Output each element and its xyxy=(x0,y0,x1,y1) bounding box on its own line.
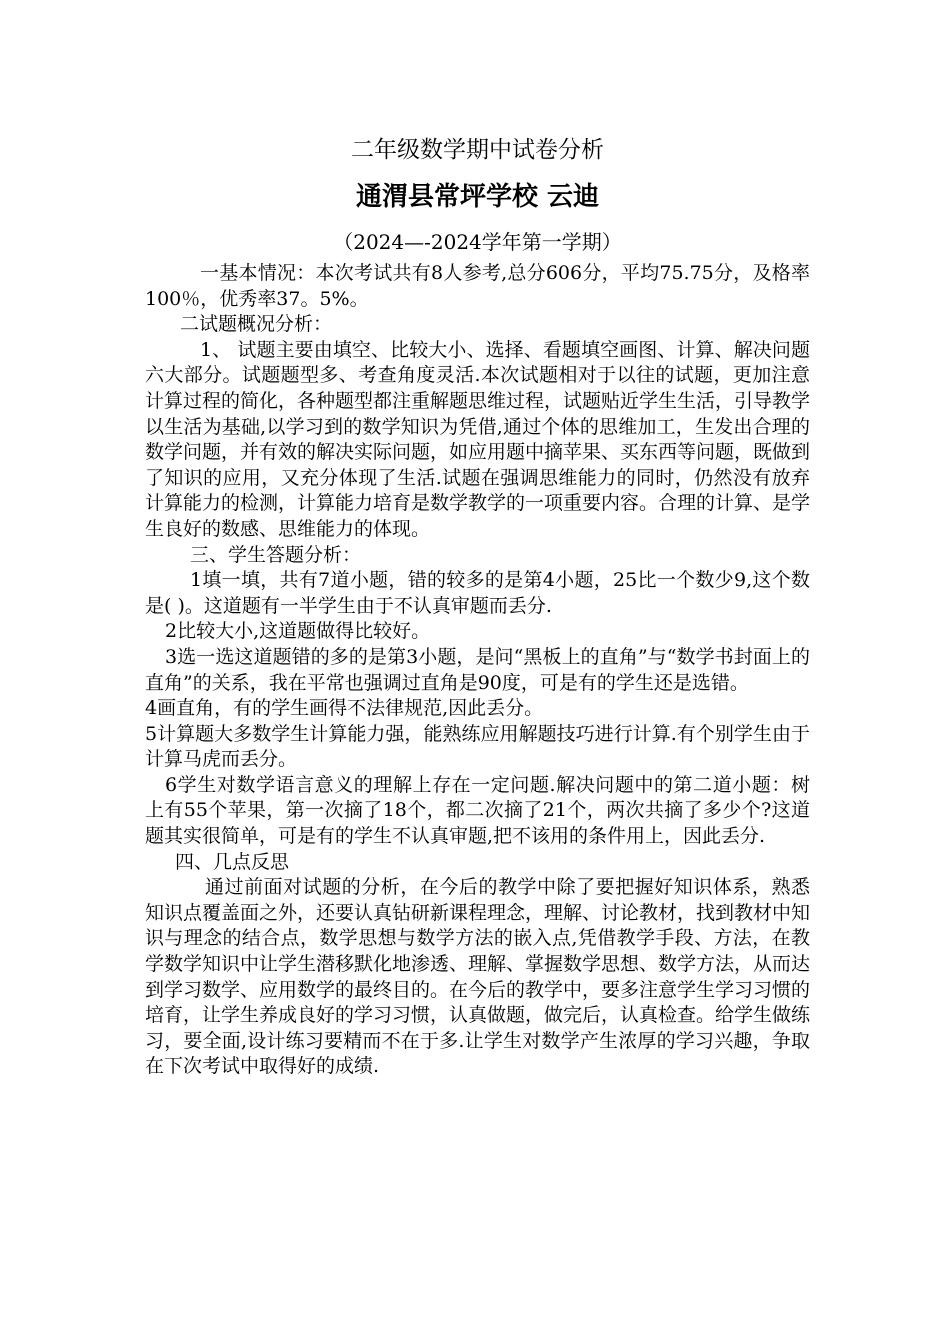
paragraph-reflection: 通过前面对试题的分析，在今后的教学中除了要把握好知识体系，熟悉知识点覆盖面之外，还要认真钻研新课程理念，理解、讨论教材，找到教材中知识与理念的结合点，数学思想与数学方法的嵌入点,凭借教学手段、方法，在教学数学知识中让学生潜移默化地渗透、理解、掌握数学思想、数学方法，从而达到学习数学、应用数学的最终目的。在今后的教学中，要多注意学生学习习惯的培育，让学生养成良好的学习习惯，认真做题，做完后，认真检查。给学生做练习，要全面,设计练习要精而不在于多.让学生对数学产生浓厚的学习兴趣，争取在下次考试中取得好的成绩. xyxy=(145,876,811,1078)
paragraph-item-5: 5计算题大多数学生计算能力强，能熟练应用解题技巧进行计算.有个别学生由于计算马虎而丢分。 xyxy=(145,722,810,771)
heading-reflection: 四、几点反思 xyxy=(175,850,290,873)
author-line: 通渭县常坪学校 云迪 xyxy=(355,182,600,212)
term-line: （2024—-2024学年第一学期） xyxy=(333,230,622,254)
document-page xyxy=(145,130,810,1080)
paragraph-item-1: 1填一填，共有7道小题，错的较多的是第4小题，25比一个数少9,这个数是( )。这道题有一半学生由于不认真审题而丢分. xyxy=(145,569,810,617)
paragraph-item-2: 2比较大小,这道题做得比较好。 xyxy=(165,620,431,643)
paragraph-item-6: 6学生对数学语言意义的理解上存在一定问题.解决问题中的第二道小题：树上有55个苹果，第一次摘了18个，都二次摘了21个，两次共摘了多少个?这道题其实很简单，可是有的学生不认真审题,把不该用的条件用上，因此丢分. xyxy=(145,773,810,848)
heading-answer-analysis: 三、学生答题分析： xyxy=(190,543,362,566)
paragraph-basic-info: 一基本情况：本次考试共有8人参考,总分606分，平均75.75分，及格率100％，优秀率37。5%。 xyxy=(145,262,810,310)
document-title: 二年级数学期中试卷分析 xyxy=(351,137,604,163)
paragraph-item-3: 3选一选这道题错的多的是第3小题，是问“黑板上的直角”与“数学书封面上的直角”的关系，我在平常也强调过直角是90度，可是有的学生还是选错。 xyxy=(145,645,810,694)
paragraph-item-4: 4画直角，有的学生画得不法律规范,因此丢分。 xyxy=(145,697,544,720)
paragraph-overview: 1、 试题主要由填空、比较大小、选择、看题填空画图、计算、解决问题六大部分。试题题型多、考查角度灵活.本次试题相对于以往的试题，更加注意计算过程的简化，各种题型都注重解题思维过程，试题贴近学生生活，引导教学以生活为基础,以学习到的数学知识为凭借,通过个体的思维加工，生发出合理的数学问题，并有效的解决实际问题，如应用题中摘苹果、买东西等问题，既做到了知识的应用，又充分体现了生活.试题在强调思维能力的同时，仍然没有放弃计算能力的检测，计算能力培育是数学教学的一项重要内容。合理的计算、是学生良好的数感、思维能力的体现。 xyxy=(145,338,811,540)
document-body xyxy=(145,261,810,1080)
heading-overview: 二试题概况分析： xyxy=(180,313,333,336)
